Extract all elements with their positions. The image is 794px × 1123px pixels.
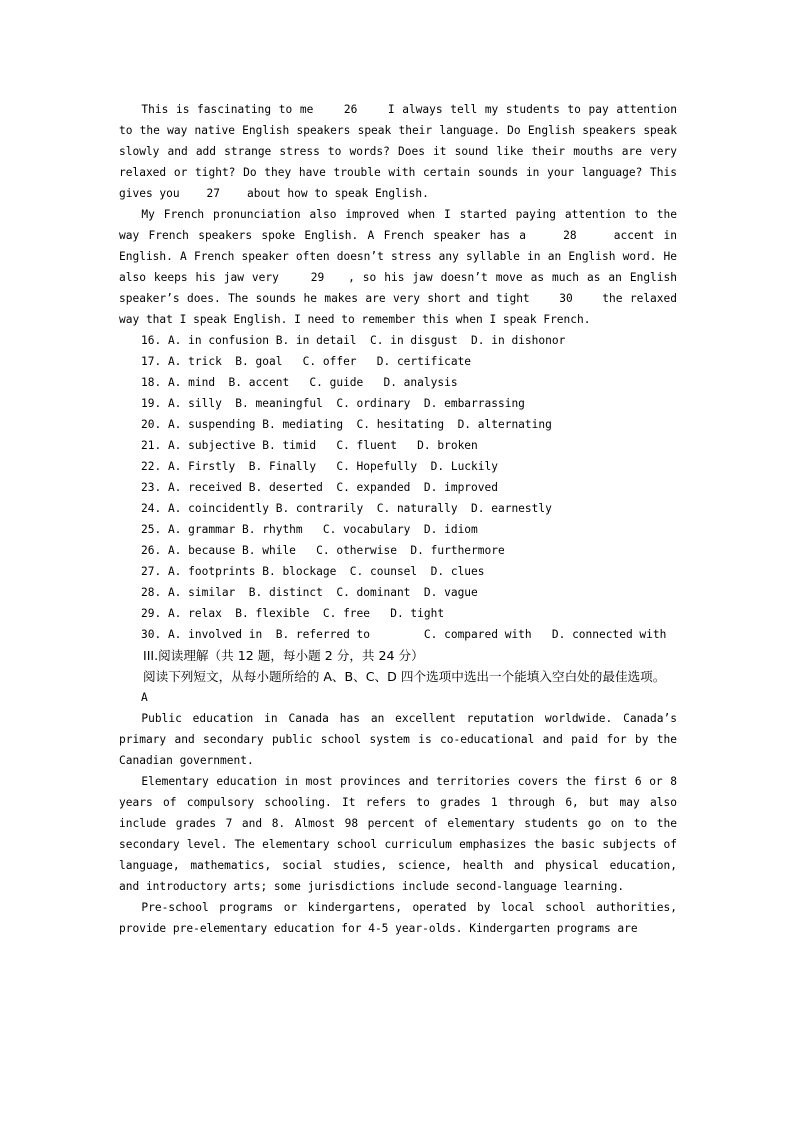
option-item-24[interactable]: 24. A. coincidently B. contrarily C. naturally D. earnestly (141, 502, 552, 515)
option-item-22[interactable]: 22. A. Firstly B. Finally C. Hopefully D. Luckily (141, 460, 498, 473)
option-item-28[interactable]: 28. A. similar B. distinct C. dominant D. vague (141, 586, 478, 599)
option-item-17[interactable]: 17. A. trick B. goal C. offer D. certificate (141, 355, 472, 368)
cloze-paragraph-1: This is fascinating to me 26 I always tell my students to pay attention to the way native English speakers speak their language. Do English speakers speak slowly and add strange stress to words? Does it sound like their mouths are very relaxed or tight? Do they have trouble with certain sounds in your language? This gives you 27 about how to speak English. (119, 103, 684, 200)
option-item-23[interactable]: 23. A. received B. deserted C. expanded D. improved (141, 481, 498, 494)
reading-paragraph-2: Elementary education in most provinces and territories covers the first 6 or 8 years of compulsory schooling. It refers to grades 1 through 6, but may also include grades 7 and 8. Almost 98 percent of elementary students go on to the secondary level. The elementary school curriculum emphasizes the basic subjects of language, mathematics, social studies, science, health and physical education, and introductory arts; some jurisdictions include second-language learning. (119, 775, 691, 893)
option-item-18[interactable]: 18. A. mind B. accent C. guide D. analysis (141, 376, 458, 389)
page-content (119, 99, 691, 939)
option-item-20[interactable]: 20. A. suspending B. mediating C. hesitating D. alternating (141, 418, 552, 431)
option-item-21[interactable]: 21. A. subjective B. timid C. fluent D. broken (141, 439, 478, 452)
option-item-30[interactable]: 30. A. involved in B. referred to C. compared with D. connected with (141, 628, 667, 641)
option-item-29[interactable]: 29. A. relax B. flexible C. free D. tight (141, 607, 445, 620)
reading-paragraph-1: Public education in Canada has an excellent reputation worldwide. Canada’s primary and secondary public school system is co-educational and paid for by the Canadian government. (119, 712, 684, 767)
option-item-19[interactable]: 19. A. silly B. meaningful C. ordinary D. embarrassing (141, 397, 525, 410)
passage-letter-a: A (141, 691, 148, 704)
option-item-27[interactable]: 27. A. footprints B. blockage C. counsel D. clues (141, 565, 485, 578)
reading-paragraph-3: Pre-school programs or kindergartens, operated by local school authorities, provide pre-elementary education for 4-5 year-olds. Kindergarten programs are (119, 901, 684, 935)
option-item-16[interactable]: 16. A. in confusion B. in detail C. in disgust D. in dishonor (141, 334, 566, 347)
reading-section-heading: III.阅读理解（共 12 题，每小题 2 分，共 24 分） (143, 648, 424, 663)
reading-section-instruction: 阅读下列短文，从每小题所给的 A、B、C、D 四个选项中选出一个能填入空白处的最佳选项。 (143, 669, 666, 684)
options-list (119, 330, 677, 645)
option-item-26[interactable]: 26. A. because B. while C. otherwise D. furthermore (141, 544, 505, 557)
option-item-25[interactable]: 25. A. grammar B. rhythm C. vocabulary D. idiom (141, 523, 478, 536)
cloze-paragraph-2: My French pronunciation also improved when I started paying attention to the way French speakers spoke English. A French speaker has a 28 accent in English. A French speaker often doesn’t stress any syllable in an English word. He also keeps his jaw very 29 , so his jaw doesn’t move as much as an English speaker’s does. The sounds he makes are very short and tight 30 the relaxed way that I speak English. I need to remember this when I speak French. (119, 208, 684, 326)
